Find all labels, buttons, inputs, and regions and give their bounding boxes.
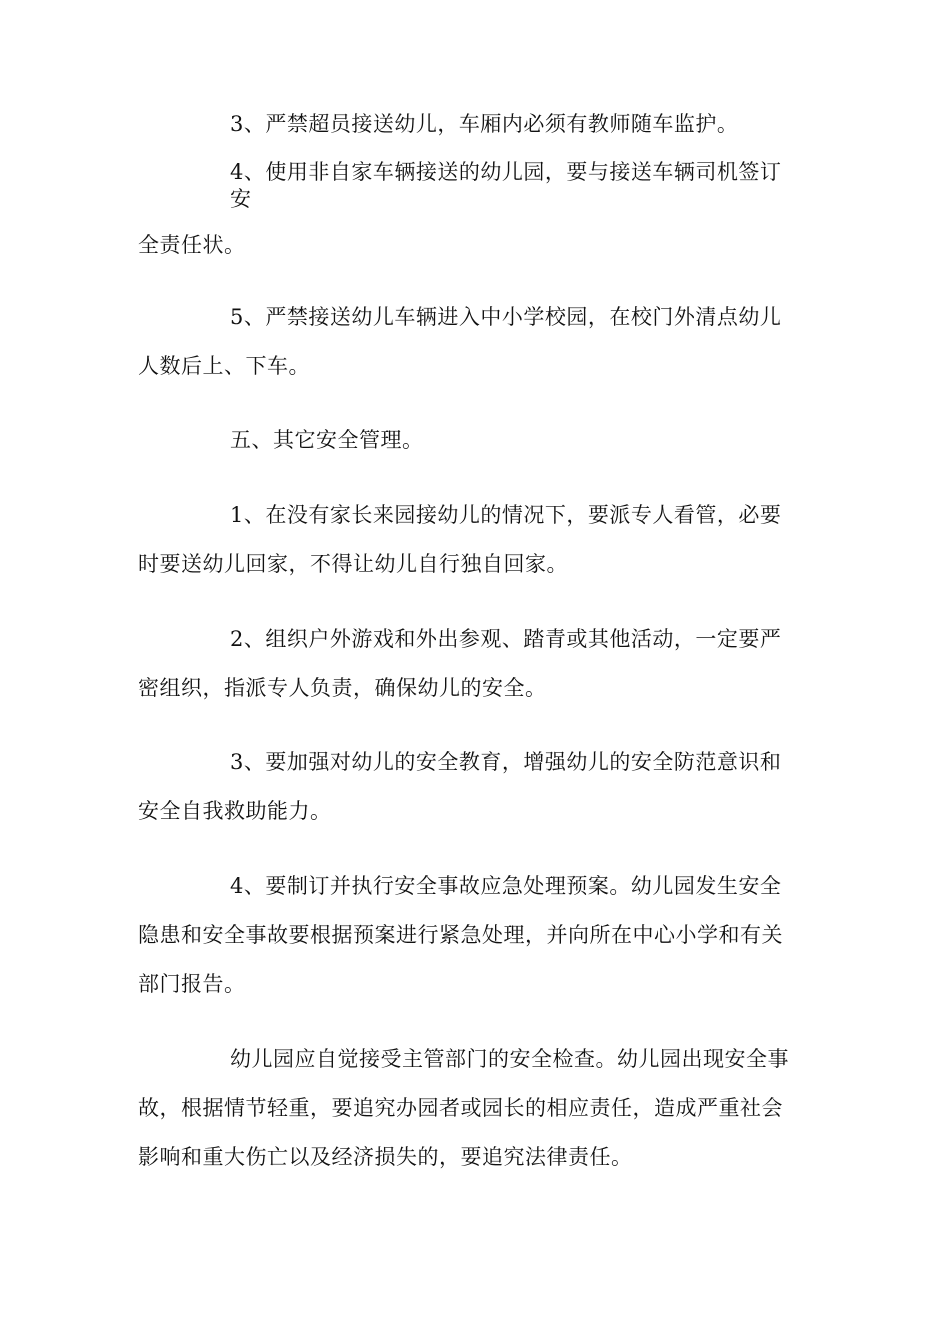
- text-line: 影响和重大伤亡以及经济损失的，要追究法律责任。: [138, 1145, 633, 1169]
- text-line: 时要送幼儿回家，不得让幼儿自行独自回家。: [138, 552, 568, 576]
- text-line: 2、组织户外游戏和外出参观、踏青或其他活动，一定要严: [230, 627, 782, 651]
- text-line: 隐患和安全事故要根据预案进行紧急处理，并向所在中心小学和有关: [138, 923, 783, 947]
- text-line: 故，根据情节轻重，要追究办园者或园长的相应责任，造成严重社会: [138, 1096, 783, 1120]
- text-line: 安全自我救助能力。: [138, 799, 332, 823]
- text-line: 密组织，指派专人负责，确保幼儿的安全。: [138, 676, 547, 700]
- section-heading: 五、其它安全管理。: [230, 428, 424, 452]
- text-line: 全责任状。: [138, 233, 246, 257]
- text-line: 3、要加强对幼儿的安全教育，增强幼儿的安全防范意识和: [230, 750, 782, 774]
- text-line: 部门报告。: [138, 972, 246, 996]
- text-line: 安: [230, 187, 252, 211]
- text-line: 幼儿园应自觉接受主管部门的安全检查。幼儿园出现安全事: [230, 1047, 789, 1071]
- text-line: 人数后上、下车。: [138, 354, 310, 378]
- text-line: 4、要制订并执行安全事故应急处理预案。幼儿园发生安全: [230, 874, 782, 898]
- text-line: 3、严禁超员接送幼儿，车厢内必须有教师随车监护。: [230, 112, 739, 136]
- text-line: 4、使用非自家车辆接送的幼儿园，要与接送车辆司机签订: [230, 160, 782, 184]
- text-line: 5、严禁接送幼儿车辆进入中小学校园，在校门外清点幼儿: [230, 305, 782, 329]
- text-line: 1、在没有家长来园接幼儿的情况下，要派专人看管，必要: [230, 503, 782, 527]
